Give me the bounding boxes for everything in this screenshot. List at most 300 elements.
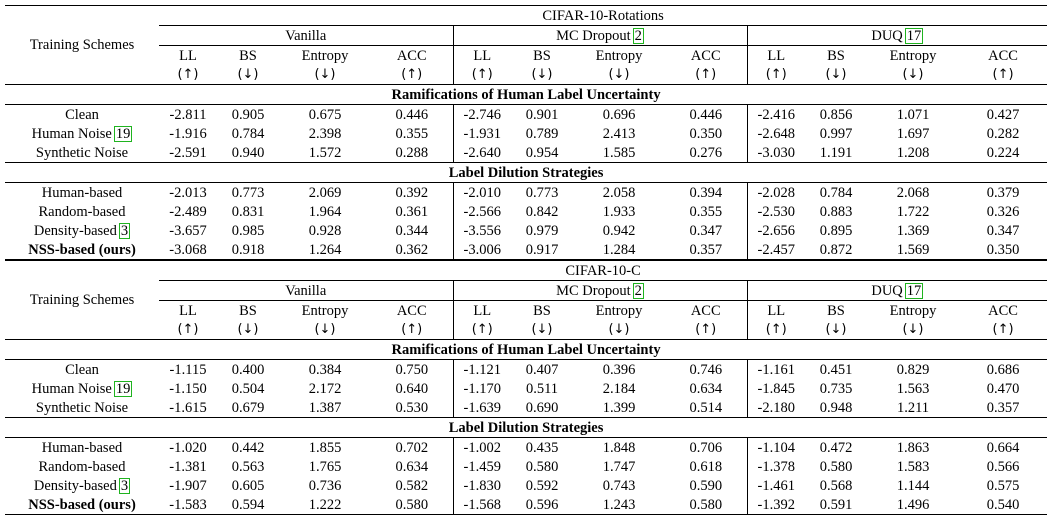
cell-text: 0.690 bbox=[525, 399, 559, 416]
value-cell bbox=[279, 476, 371, 495]
direction-arrow: (↑) bbox=[471, 322, 493, 337]
cell-text: -2.656 bbox=[757, 222, 795, 239]
cell-text: 0.618 bbox=[689, 458, 723, 475]
metric-direction bbox=[453, 65, 511, 85]
cell-text: 0.872 bbox=[819, 241, 853, 258]
metric-header bbox=[511, 46, 573, 66]
cell-text: 1.572 bbox=[308, 144, 342, 161]
value-cell bbox=[453, 476, 511, 495]
value-cell bbox=[279, 143, 371, 163]
cell-text: -2.648 bbox=[757, 125, 795, 142]
cell-text: -1.459 bbox=[463, 458, 501, 475]
direction-arrow: (↑) bbox=[765, 67, 787, 82]
value-cell bbox=[511, 221, 573, 240]
metric-header bbox=[279, 301, 371, 321]
metric-header bbox=[371, 46, 453, 66]
table-row bbox=[5, 457, 1047, 476]
direction-arrow: (↓) bbox=[608, 322, 630, 337]
cell-text: 0.590 bbox=[689, 477, 723, 494]
value-cell bbox=[805, 379, 867, 398]
row-label bbox=[5, 240, 159, 260]
metric-header bbox=[159, 301, 217, 321]
cell-text: ACC bbox=[396, 47, 427, 64]
cell-text: ACC bbox=[988, 302, 1018, 319]
value-cell bbox=[279, 438, 371, 458]
cell-text: 0.427 bbox=[986, 106, 1020, 123]
cell-text: -1.568 bbox=[463, 496, 501, 513]
cell-text: 2.068 bbox=[896, 184, 930, 201]
citation-link: 19 bbox=[115, 125, 131, 142]
value-cell bbox=[511, 398, 573, 418]
cell-text: 1.071 bbox=[896, 106, 930, 123]
cell-text: LL bbox=[473, 47, 492, 64]
value-cell bbox=[279, 221, 371, 240]
value-cell bbox=[371, 221, 453, 240]
cell-text: 0.696 bbox=[602, 106, 636, 123]
value-cell bbox=[747, 476, 805, 495]
value-cell bbox=[511, 476, 573, 495]
cell-text: 0.400 bbox=[231, 361, 265, 378]
cell-text: -3.006 bbox=[463, 241, 501, 258]
value-cell bbox=[371, 360, 453, 380]
cell-text: -2.811 bbox=[169, 106, 207, 123]
cell-text: -1.461 bbox=[757, 477, 795, 494]
cell-text: BS bbox=[239, 302, 257, 319]
value-cell bbox=[159, 124, 217, 143]
cell-text: 0.928 bbox=[308, 222, 342, 239]
cell-text: Label Dilution Strategies bbox=[448, 419, 604, 436]
value-cell bbox=[453, 398, 511, 418]
value-cell bbox=[217, 476, 279, 495]
cell-text: 1.863 bbox=[896, 439, 930, 456]
cell-text: -1.020 bbox=[169, 439, 207, 456]
cell-text: Human-based bbox=[41, 439, 123, 456]
cell-text: Density-based bbox=[33, 477, 117, 494]
method-header bbox=[453, 26, 747, 46]
value-cell bbox=[159, 143, 217, 163]
row-label bbox=[5, 360, 159, 380]
cell-text: 0.856 bbox=[819, 106, 853, 123]
method-header bbox=[453, 281, 747, 301]
method-header-row bbox=[5, 281, 1047, 301]
value-cell bbox=[159, 183, 217, 203]
cell-text: 0.511 bbox=[525, 380, 559, 397]
value-cell bbox=[217, 143, 279, 163]
metric-header bbox=[665, 301, 747, 321]
metric-header bbox=[665, 46, 747, 66]
cell-text: MC Dropout bbox=[556, 27, 631, 44]
citation-link: 3 bbox=[120, 222, 129, 239]
cell-text: 0.326 bbox=[986, 203, 1020, 220]
cell-text: BS bbox=[533, 47, 551, 64]
row-label bbox=[5, 438, 159, 458]
value-cell bbox=[511, 379, 573, 398]
table-row bbox=[5, 105, 1047, 125]
value-cell bbox=[371, 105, 453, 125]
table-row bbox=[5, 202, 1047, 221]
cell-text: 0.979 bbox=[525, 222, 559, 239]
cell-text: 1.722 bbox=[896, 203, 930, 220]
cell-text: 0.883 bbox=[819, 203, 853, 220]
cell-text: BS bbox=[827, 47, 845, 64]
value-cell bbox=[453, 379, 511, 398]
value-cell bbox=[959, 183, 1047, 203]
value-cell bbox=[279, 240, 371, 260]
cell-text: 1.583 bbox=[896, 458, 930, 475]
cell-text: -3.556 bbox=[463, 222, 501, 239]
metric-direction bbox=[573, 320, 665, 340]
value-cell bbox=[867, 105, 959, 125]
value-cell bbox=[453, 202, 511, 221]
value-cell bbox=[573, 105, 665, 125]
cell-text: -2.640 bbox=[463, 144, 501, 161]
metric-header bbox=[959, 46, 1047, 66]
cell-text: BS bbox=[827, 302, 845, 319]
direction-arrow: (↑) bbox=[695, 322, 717, 337]
cell-text: -1.104 bbox=[757, 439, 795, 456]
metric-header bbox=[867, 46, 959, 66]
direction-arrow: (↓) bbox=[902, 322, 924, 337]
cell-text: 0.580 bbox=[395, 496, 429, 513]
cell-text: -3.657 bbox=[169, 222, 207, 239]
value-cell bbox=[867, 183, 959, 203]
cell-text: 0.940 bbox=[231, 144, 265, 161]
metric-direction bbox=[805, 65, 867, 85]
row-label bbox=[5, 457, 159, 476]
value-cell bbox=[747, 438, 805, 458]
cell-text: Synthetic Noise bbox=[35, 399, 129, 416]
cell-text: 1.208 bbox=[896, 144, 930, 161]
value-cell bbox=[511, 360, 573, 380]
cell-text: 1.765 bbox=[308, 458, 342, 475]
cell-text: Density-based bbox=[33, 222, 117, 239]
metric-direction bbox=[371, 320, 453, 340]
cell-text: CIFAR-10-Rotations bbox=[542, 7, 664, 24]
row-label bbox=[5, 379, 159, 398]
row-label bbox=[5, 124, 159, 143]
direction-arrow: (↓) bbox=[314, 322, 336, 337]
cell-text: 0.540 bbox=[986, 496, 1020, 513]
cell-text: Entropy bbox=[301, 302, 349, 319]
dataset-title bbox=[159, 6, 1047, 26]
value-cell bbox=[867, 143, 959, 163]
cell-text: 0.789 bbox=[525, 125, 559, 142]
value-cell bbox=[371, 476, 453, 495]
cell-text: -2.591 bbox=[169, 144, 207, 161]
row-label bbox=[5, 202, 159, 221]
table-row bbox=[5, 124, 1047, 143]
value-cell bbox=[805, 221, 867, 240]
value-cell bbox=[573, 221, 665, 240]
cell-text: 0.355 bbox=[689, 203, 723, 220]
row-label bbox=[5, 398, 159, 418]
cell-text: 1.144 bbox=[896, 477, 930, 494]
value-cell bbox=[805, 360, 867, 380]
value-cell bbox=[217, 398, 279, 418]
cell-text: 0.895 bbox=[819, 222, 853, 239]
cell-text: 0.736 bbox=[308, 477, 342, 494]
cell-text: 1.964 bbox=[308, 203, 342, 220]
cell-text: 0.396 bbox=[602, 361, 636, 378]
cell-text: ACC bbox=[690, 302, 721, 319]
value-cell bbox=[665, 476, 747, 495]
cell-text: 1.747 bbox=[602, 458, 636, 475]
cell-text: Entropy bbox=[889, 302, 937, 319]
value-cell bbox=[959, 105, 1047, 125]
value-cell bbox=[959, 240, 1047, 260]
cell-text: LL bbox=[179, 302, 197, 319]
cell-text: 0.905 bbox=[231, 106, 265, 123]
value-cell bbox=[371, 240, 453, 260]
cell-text: 0.706 bbox=[689, 439, 723, 456]
cell-text: -2.416 bbox=[757, 106, 795, 123]
cell-text: 1.697 bbox=[896, 125, 930, 142]
cell-text: LL bbox=[767, 302, 786, 319]
value-cell bbox=[159, 495, 217, 515]
metric-direction bbox=[805, 320, 867, 340]
value-cell bbox=[217, 183, 279, 203]
value-cell bbox=[665, 240, 747, 260]
cell-text: 0.679 bbox=[231, 399, 265, 416]
cell-text: -1.170 bbox=[463, 380, 501, 397]
metric-direction bbox=[959, 320, 1047, 340]
value-cell bbox=[511, 183, 573, 203]
direction-arrow: (↓) bbox=[237, 67, 259, 82]
value-cell bbox=[279, 379, 371, 398]
metric-direction bbox=[665, 320, 747, 340]
cell-text: Random-based bbox=[38, 203, 126, 220]
cell-text: 0.384 bbox=[308, 361, 342, 378]
table-row bbox=[5, 240, 1047, 260]
citation-link: 3 bbox=[120, 477, 129, 494]
value-cell bbox=[453, 495, 511, 515]
cell-text: -1.615 bbox=[169, 399, 207, 416]
results-table bbox=[5, 5, 1047, 515]
value-cell bbox=[805, 105, 867, 125]
cell-text: 0.591 bbox=[819, 496, 853, 513]
value-cell bbox=[573, 143, 665, 163]
cell-text: 0.224 bbox=[986, 144, 1020, 161]
direction-arrow: (↓) bbox=[531, 322, 553, 337]
value-cell bbox=[573, 398, 665, 418]
cell-text: 1.585 bbox=[602, 144, 636, 161]
value-cell bbox=[959, 360, 1047, 380]
value-cell bbox=[573, 457, 665, 476]
value-cell bbox=[573, 360, 665, 380]
table-row bbox=[5, 143, 1047, 163]
cell-text: -1.161 bbox=[757, 361, 795, 378]
value-cell bbox=[959, 221, 1047, 240]
metric-header bbox=[217, 46, 279, 66]
section-header-row bbox=[5, 85, 1047, 105]
value-cell bbox=[747, 457, 805, 476]
value-cell bbox=[573, 379, 665, 398]
value-cell bbox=[453, 105, 511, 125]
cell-text: 1.563 bbox=[896, 380, 930, 397]
cell-text: Ramifications of Human Label Uncertainty bbox=[391, 86, 661, 103]
cell-text: 0.442 bbox=[231, 439, 265, 456]
cell-text: -1.115 bbox=[169, 361, 207, 378]
metric-direction bbox=[371, 65, 453, 85]
value-cell bbox=[747, 379, 805, 398]
value-cell bbox=[511, 143, 573, 163]
section-title bbox=[5, 163, 1047, 183]
metric-header bbox=[747, 301, 805, 321]
cell-text: 0.605 bbox=[231, 477, 265, 494]
metric-direction bbox=[159, 320, 217, 340]
value-cell bbox=[217, 202, 279, 221]
value-cell bbox=[573, 476, 665, 495]
cell-text: -2.489 bbox=[169, 203, 207, 220]
value-cell bbox=[453, 183, 511, 203]
direction-arrow: (↑) bbox=[992, 67, 1014, 82]
value-cell bbox=[867, 124, 959, 143]
value-cell bbox=[511, 124, 573, 143]
value-cell bbox=[747, 495, 805, 515]
cell-text: 0.675 bbox=[308, 106, 342, 123]
metric-direction bbox=[747, 65, 805, 85]
cell-text: -1.378 bbox=[757, 458, 795, 475]
value-cell bbox=[665, 360, 747, 380]
value-cell bbox=[159, 457, 217, 476]
value-cell bbox=[159, 240, 217, 260]
value-cell bbox=[665, 202, 747, 221]
cell-text: -1.392 bbox=[757, 496, 795, 513]
value-cell bbox=[279, 398, 371, 418]
section-title bbox=[5, 85, 1047, 105]
cell-text: 0.282 bbox=[986, 125, 1020, 142]
value-cell bbox=[747, 221, 805, 240]
value-cell bbox=[959, 143, 1047, 163]
cell-text: ACC bbox=[988, 47, 1018, 64]
value-cell bbox=[867, 457, 959, 476]
cell-text: -1.002 bbox=[463, 439, 501, 456]
value-cell bbox=[279, 105, 371, 125]
metric-header bbox=[511, 301, 573, 321]
cell-text: DUQ bbox=[871, 27, 903, 44]
cell-text: 1.496 bbox=[896, 496, 930, 513]
cell-text: 0.504 bbox=[231, 380, 265, 397]
value-cell bbox=[959, 124, 1047, 143]
metric-direction bbox=[867, 320, 959, 340]
method-header-row bbox=[5, 26, 1047, 46]
value-cell bbox=[453, 240, 511, 260]
cell-text: 0.773 bbox=[231, 184, 265, 201]
metric-header-row bbox=[5, 46, 1047, 66]
direction-arrow: (↑) bbox=[401, 67, 423, 82]
cell-text: LL bbox=[767, 47, 786, 64]
cell-text: 0.702 bbox=[395, 439, 429, 456]
cell-text: 0.350 bbox=[689, 125, 723, 142]
value-cell bbox=[665, 183, 747, 203]
cell-text: Training Schemes bbox=[29, 37, 135, 53]
cell-text: 0.435 bbox=[525, 439, 559, 456]
cell-text: Entropy bbox=[595, 302, 643, 319]
value-cell bbox=[371, 398, 453, 418]
cell-text: -1.150 bbox=[169, 380, 207, 397]
cell-text: 0.362 bbox=[395, 241, 429, 258]
dataset-header-row bbox=[5, 6, 1047, 26]
direction-arrow: (↓) bbox=[825, 322, 847, 337]
cell-text: ACC bbox=[396, 302, 427, 319]
cell-text: -2.180 bbox=[757, 399, 795, 416]
value-cell bbox=[453, 221, 511, 240]
cell-text: -2.746 bbox=[463, 106, 501, 123]
table-row bbox=[5, 221, 1047, 240]
metric-header bbox=[867, 301, 959, 321]
value-cell bbox=[573, 495, 665, 515]
value-cell bbox=[805, 398, 867, 418]
metric-direction bbox=[159, 65, 217, 85]
value-cell bbox=[159, 476, 217, 495]
value-cell bbox=[217, 105, 279, 125]
value-cell bbox=[805, 183, 867, 203]
direction-arrow: (↑) bbox=[401, 322, 423, 337]
value-cell bbox=[805, 495, 867, 515]
citation-link: 17 bbox=[906, 282, 922, 299]
cell-text: 0.357 bbox=[689, 241, 723, 258]
cell-text: 0.344 bbox=[395, 222, 429, 239]
metric-direction-row bbox=[5, 320, 1047, 340]
cell-text: 0.831 bbox=[231, 203, 265, 220]
citation-link: 19 bbox=[115, 380, 131, 397]
cell-text: Clean bbox=[65, 361, 99, 378]
value-cell bbox=[665, 438, 747, 458]
cell-text: Entropy bbox=[301, 47, 349, 64]
value-cell bbox=[159, 379, 217, 398]
value-cell bbox=[159, 221, 217, 240]
cell-text: 0.592 bbox=[525, 477, 559, 494]
scheme-column-header bbox=[5, 6, 159, 85]
value-cell bbox=[511, 457, 573, 476]
value-cell bbox=[453, 143, 511, 163]
cell-text: Entropy bbox=[889, 47, 937, 64]
value-cell bbox=[867, 360, 959, 380]
direction-arrow: (↓) bbox=[825, 67, 847, 82]
value-cell bbox=[573, 240, 665, 260]
cell-text: DUQ bbox=[871, 282, 903, 299]
cell-text: 2.069 bbox=[308, 184, 342, 201]
cell-text: Label Dilution Strategies bbox=[448, 164, 604, 181]
cell-text: 0.997 bbox=[819, 125, 853, 142]
cell-text: Human Noise bbox=[31, 125, 112, 142]
value-cell bbox=[573, 124, 665, 143]
direction-arrow: (↓) bbox=[531, 67, 553, 82]
cell-text: 0.580 bbox=[525, 458, 559, 475]
scheme-column-header bbox=[5, 260, 159, 340]
value-cell bbox=[279, 495, 371, 515]
value-cell bbox=[747, 360, 805, 380]
cell-text: MC Dropout bbox=[556, 282, 631, 299]
value-cell bbox=[371, 143, 453, 163]
value-cell bbox=[959, 202, 1047, 221]
metric-direction bbox=[511, 320, 573, 340]
metric-direction bbox=[217, 65, 279, 85]
value-cell bbox=[279, 124, 371, 143]
cell-text: 0.634 bbox=[395, 458, 429, 475]
cell-text: 0.954 bbox=[525, 144, 559, 161]
value-cell bbox=[805, 240, 867, 260]
cell-text: 1.264 bbox=[308, 241, 342, 258]
direction-arrow: (↑) bbox=[992, 322, 1014, 337]
value-cell bbox=[805, 124, 867, 143]
direction-arrow: (↓) bbox=[608, 67, 630, 82]
citation-link: 2 bbox=[634, 282, 642, 299]
value-cell bbox=[511, 495, 573, 515]
metric-header bbox=[371, 301, 453, 321]
cell-text: 0.746 bbox=[689, 361, 723, 378]
cell-text: -2.530 bbox=[757, 203, 795, 220]
